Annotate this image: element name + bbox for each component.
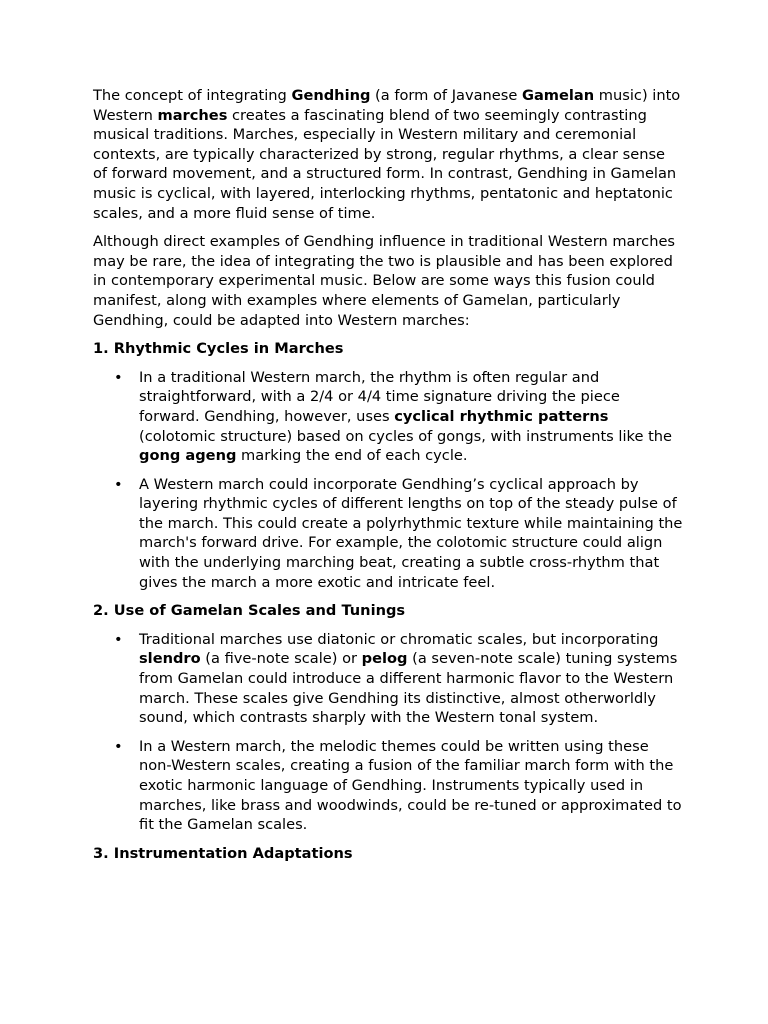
rhythmic-cycles-list (93, 368, 683, 593)
bullet-icon: • (114, 368, 123, 386)
document-page (93, 86, 683, 872)
list-item-text: Traditional marches use diatonic or chromatic scales, but incorporating slendro (a five-note scale) or pelog (a seven-note scale) tuning systems from Gamelan could introduce a different harmonic flavor to the Western march. These scales give Gendhing its distinctive, almost otherworldly sound, which contrasts sharply with the Western tonal system. (139, 630, 678, 727)
list-item (114, 368, 683, 466)
list-item-text: In a traditional Western march, the rhythm is often regular and straightforward, with a 2/4 or 4/4 time signature driving the piece forward. Gendhing, however, uses cyclical rhythmic patterns (colotomic structure) based on cycles of gongs, with instruments like the gong ageng marking the end of each cycle. (139, 368, 673, 465)
section-heading-scales-tunings: 2. Use of Gamelan Scales and Tunings (93, 602, 406, 620)
bold-term: cyclical rhythmic patterns (394, 407, 609, 425)
section-heading-rhythmic-cycles: 1. Rhythmic Cycles in Marches (93, 340, 344, 358)
list-item (114, 475, 683, 593)
bold-term: gong ageng (139, 447, 237, 465)
bold-term: slendro (139, 650, 201, 668)
section-heading-instrumentation: 3. Instrumentation Adaptations (93, 844, 353, 862)
context-paragraph: Although direct examples of Gendhing influence in traditional Western marches may be rare, the idea of integrating the two is plausible and has been explored in contemporary experimental music. Below are some ways this fusion could manifest, along with examples where elements of Gamelan, particularly Gendhing, could be adapted into Western marches: (93, 233, 676, 329)
list-item (114, 737, 683, 835)
list-item (114, 630, 683, 728)
bullet-icon: • (114, 475, 123, 493)
list-item-text: In a Western march, the melodic themes could be written using these non-Western scales, creating a fusion of the familiar march form with the exotic harmonic language of Gendhing. Instruments typically used in marches, like brass and woodwinds, could be re-tuned or approximated to fit the Gamelan scales. (139, 737, 682, 834)
bold-term: pelog (361, 650, 408, 668)
bold-term: Gendhing (291, 87, 371, 104)
bold-term: Gamelan (521, 87, 595, 104)
bold-term: marches (157, 106, 228, 124)
intro-paragraph: The concept of integrating Gendhing (a form of Javanese Gamelan music) into Western marches creates a fascinating blend of two seemingly contrasting musical traditions. Marches, especially in Western military and ceremonial contexts, are typically characterized by strong, regular rhythms, a clear sense of forward movement, and a structured form. In contrast, Gendhing in Gamelan music is cyclical, with layered, interlocking rhythms, pentatonic and heptatonic scales, and a more fluid sense of time. (93, 87, 681, 222)
bullet-icon: • (114, 737, 123, 755)
scales-tunings-list (93, 630, 683, 835)
bullet-icon: • (114, 630, 123, 648)
list-item-text: A Western march could incorporate Gendhing’s cyclical approach by layering rhythmic cycles of different lengths on top of the steady pulse of the march. This could create a polyrhythmic texture while maintaining the march's forward drive. For example, the colotomic structure could align with the underlying marching beat, creating a subtle cross-rhythm that gives the march a more exotic and intricate feel. (139, 475, 683, 591)
